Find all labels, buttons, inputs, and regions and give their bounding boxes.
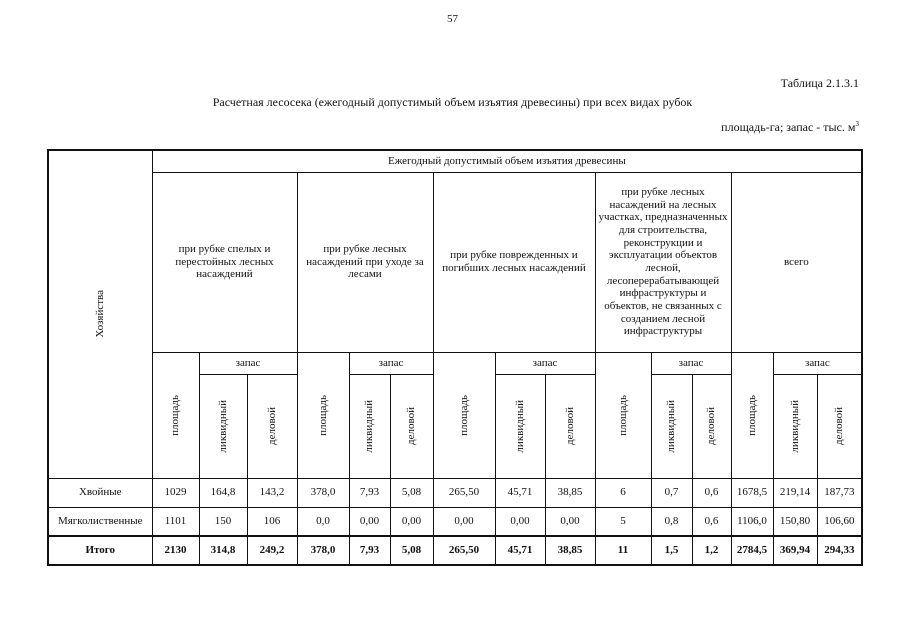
- farm-header: Хозяйства: [93, 290, 106, 339]
- table-cell: 1029: [152, 478, 199, 507]
- table-cell: 0,7: [651, 478, 692, 507]
- table-cell: 1106,0: [731, 507, 773, 536]
- liquid-header: [349, 374, 390, 478]
- table-cell: 249,2: [247, 536, 297, 565]
- table-cell: 7,93: [349, 478, 390, 507]
- table-cell: 0,00: [349, 507, 390, 536]
- table-cell: 45,71: [495, 536, 545, 565]
- table-cell: 265,50: [433, 536, 495, 565]
- area-label: площадь: [616, 394, 629, 436]
- type-header-construction: [595, 172, 731, 352]
- table-cell: 378,0: [297, 536, 349, 565]
- table-cell: 265,50: [433, 478, 495, 507]
- business-label: деловой: [705, 407, 718, 445]
- stock-header: запас: [349, 352, 433, 374]
- area-header: [152, 352, 199, 478]
- business-header: [817, 374, 862, 478]
- table-cell: 150,80: [773, 507, 817, 536]
- business-header: [390, 374, 433, 478]
- liquid-label: ликвидный: [513, 399, 526, 453]
- table-cell: 0,00: [545, 507, 595, 536]
- table-cell: 7,93: [349, 536, 390, 565]
- liquid-header: [651, 374, 692, 478]
- table-cell: 0,00: [390, 507, 433, 536]
- type-header-mature: [152, 172, 297, 352]
- type-label: при рубке лесных насаждений при уходе за лесами: [306, 243, 424, 281]
- liquid-label: ликвидный: [216, 399, 229, 453]
- table-cell: 2130: [152, 536, 199, 565]
- business-label: деловой: [405, 407, 418, 445]
- units-superscript: 3: [855, 120, 859, 128]
- table-cell: 219,14: [773, 478, 817, 507]
- stock-header: запас: [199, 352, 297, 374]
- table-cell: 6: [595, 478, 651, 507]
- business-header: [247, 374, 297, 478]
- table-cell: 314,8: [199, 536, 247, 565]
- table-cell: 187,73: [817, 478, 862, 507]
- liquid-header: [199, 374, 247, 478]
- area-label: площадь: [316, 394, 329, 436]
- table-cell: 1101: [152, 507, 199, 536]
- table-cell: 164,8: [199, 478, 247, 507]
- type-header-total: [731, 172, 862, 352]
- business-label: деловой: [833, 407, 846, 445]
- table-body: [48, 478, 862, 565]
- area-label: площадь: [745, 394, 758, 436]
- table-cell: 5,08: [390, 478, 433, 507]
- area-header: [595, 352, 651, 478]
- table-cell: 369,94: [773, 536, 817, 565]
- type-label: всего: [783, 255, 809, 268]
- table-cell: 0,0: [297, 507, 349, 536]
- type-label: при рубке лесных насаждений на лесных участках, предназначенных для строительства, реконструкции и эксплуатации объектов лесной, лесоперерабатывающей инфраструктуры и объектов, не связанных с созданием лесной инфраструктуры: [598, 186, 728, 338]
- type-header-thinning: [297, 172, 433, 352]
- stock-header: запас: [651, 352, 731, 374]
- table-cell: 0,00: [495, 507, 545, 536]
- table-cell: 5,08: [390, 536, 433, 565]
- table-cell: 378,0: [297, 478, 349, 507]
- area-label: площадь: [169, 394, 182, 436]
- allowable-cut-table: [47, 149, 863, 566]
- table-cell: 2784,5: [731, 536, 773, 565]
- table-cell: 294,33: [817, 536, 862, 565]
- area-header: [433, 352, 495, 478]
- units-text: площадь-га; запас - тыс. м: [721, 120, 856, 134]
- area-header: [731, 352, 773, 478]
- table-cell: 11: [595, 536, 651, 565]
- table-cell: 0,00: [433, 507, 495, 536]
- table-cell: 0,8: [651, 507, 692, 536]
- liquid-label: ликвидный: [788, 399, 801, 453]
- page-number: 57: [447, 13, 458, 25]
- type-label: при рубке поврежденных и погибших лесных насаждений: [442, 249, 586, 274]
- liquid-header: [495, 374, 545, 478]
- table-cell: 1,5: [651, 536, 692, 565]
- liquid-header: [773, 374, 817, 478]
- business-header: [692, 374, 731, 478]
- table-cell: 38,85: [545, 536, 595, 565]
- area-header: [297, 352, 349, 478]
- table-number: Таблица 2.1.3.1: [780, 76, 859, 90]
- table-cell: 0,6: [692, 507, 731, 536]
- business-header: [545, 374, 595, 478]
- farm-name: Хвойные: [48, 478, 152, 507]
- table-cell: 143,2: [247, 478, 297, 507]
- table-cell: 106: [247, 507, 297, 536]
- table-cell: 1,2: [692, 536, 731, 565]
- farm-name: Мягколиственные: [48, 507, 152, 536]
- table-row: [48, 478, 862, 507]
- table-header: [48, 150, 862, 478]
- business-label: деловой: [265, 407, 278, 445]
- farm-header-cell: [48, 150, 152, 478]
- table-cell: 1678,5: [731, 478, 773, 507]
- table-cell: 150: [199, 507, 247, 536]
- liquid-label: ликвидный: [665, 399, 678, 453]
- table-cell: 38,85: [545, 478, 595, 507]
- type-label: при рубке спелых и перестойных лесных насаждений: [175, 243, 274, 281]
- business-label: деловой: [563, 407, 576, 445]
- stock-header: запас: [773, 352, 862, 374]
- units-note: [721, 120, 859, 135]
- area-label: площадь: [457, 394, 470, 436]
- table-title: Расчетная лесосека (ежегодный допустимый объем изъятия древесины) при всех видах рубок: [212, 95, 693, 109]
- table-cell: 106,60: [817, 507, 862, 536]
- type-header-damaged: [433, 172, 595, 352]
- table-cell: 45,71: [495, 478, 545, 507]
- table-cell: 5: [595, 507, 651, 536]
- stock-header: запас: [495, 352, 595, 374]
- table-row: [48, 507, 862, 536]
- farm-name: Итого: [48, 536, 152, 565]
- group-header: Ежегодный допустимый объем изъятия древесины: [152, 150, 862, 172]
- total-row: [48, 536, 862, 565]
- liquid-label: ликвидный: [363, 399, 376, 453]
- table-cell: 0,6: [692, 478, 731, 507]
